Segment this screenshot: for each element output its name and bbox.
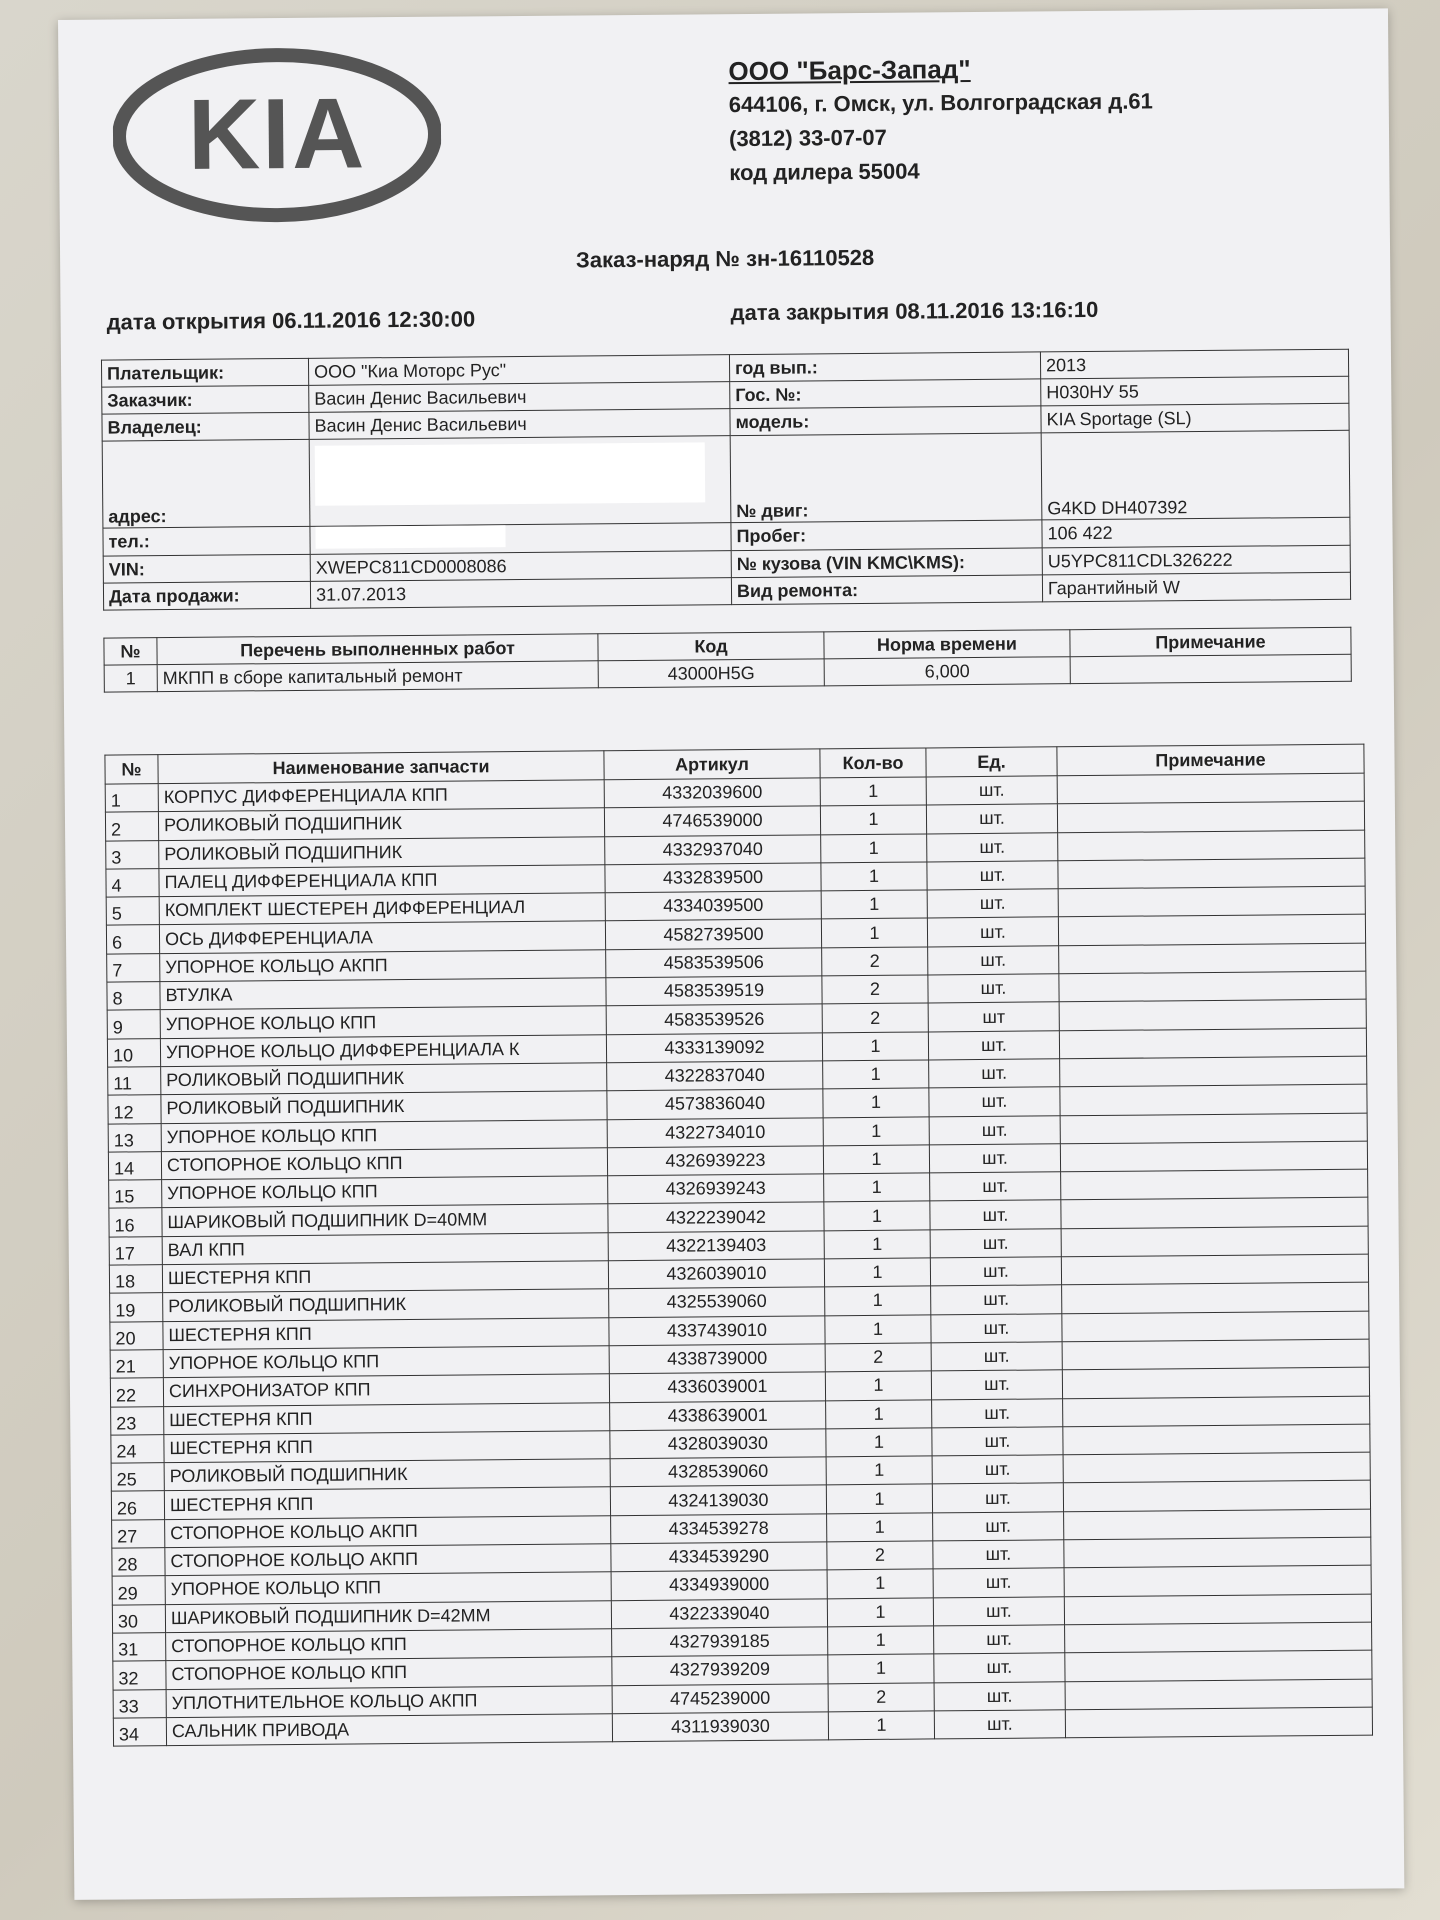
- parts-cell-num: 20: [110, 1321, 163, 1350]
- parts-cell-qty: 1: [825, 1315, 931, 1344]
- works-table: [103, 627, 1351, 693]
- parts-cell-qty: 1: [821, 890, 927, 919]
- parts-cell-unit: шт.: [932, 1455, 1063, 1484]
- parts-cell-nm: РОЛИКОВЫЙ ПОДШИПНИК: [161, 1063, 607, 1095]
- parts-cell-qty: 1: [821, 918, 927, 947]
- parts-cell-art: 4583539506: [606, 948, 822, 978]
- parts-cell-nm: СТОПОРНОЕ КОЛЬЦО КПП: [166, 1657, 612, 1689]
- plate-label: Гос. №:: [730, 379, 1041, 409]
- parts-cell-art: 4746539000: [604, 806, 820, 836]
- parts-cell-unit: шт: [928, 1002, 1059, 1031]
- parts-cell-note: [1058, 830, 1365, 861]
- parts-cell-note: [1061, 1169, 1368, 1200]
- parts-cell-num: 10: [107, 1038, 160, 1067]
- parts-cell-nm: РОЛИКОВЫЙ ПОДШИПНИК: [158, 808, 604, 840]
- parts-cell-nm: ПАЛЕЦ ДИФФЕРЕНЦИАЛА КПП: [159, 865, 605, 897]
- parts-cell-note: [1058, 858, 1365, 889]
- parts-cell-num: 25: [111, 1463, 164, 1492]
- kia-logo-icon: [112, 45, 442, 226]
- parts-cell-qty: 1: [823, 1088, 929, 1117]
- parts-cell-unit: шт.: [934, 1710, 1065, 1739]
- parts-cell-art: 4338739000: [609, 1344, 825, 1374]
- parts-cell-nm: КОМПЛЕКТ ШЕСТЕРЕН ДИФФЕРЕНЦИАЛ: [159, 893, 605, 925]
- parts-cell-art: 4327939185: [612, 1627, 828, 1657]
- parts-cell-num: 28: [112, 1548, 165, 1577]
- parts-cell-nm: СТОПОРНОЕ КОЛЬЦО АКПП: [165, 1544, 611, 1576]
- parts-cell-unit: шт.: [927, 832, 1058, 861]
- parts-cell-qty: 1: [828, 1626, 934, 1655]
- parts-cell-nm: ШЕСТЕРНЯ КПП: [162, 1261, 608, 1293]
- parts-cell-num: 14: [108, 1152, 161, 1181]
- parts-cell-nm: КОРПУС ДИФФЕРЕНЦИАЛА КПП: [158, 780, 604, 812]
- vin-label: VIN:: [103, 554, 310, 583]
- parts-cell-num: 15: [109, 1180, 162, 1209]
- owner-label: Владелец:: [102, 412, 309, 441]
- works-cell: 6,000: [824, 657, 1070, 686]
- works-cell: [1070, 654, 1351, 683]
- owner-value: Васин Денис Васильевич: [309, 409, 730, 440]
- plate-value: Н030НУ 55: [1041, 376, 1349, 406]
- parts-cell-unit: шт.: [927, 889, 1058, 918]
- parts-cell-note: [1065, 1707, 1372, 1738]
- parts-cell-qty: 1: [824, 1230, 930, 1259]
- parts-cell-qty: 1: [825, 1286, 931, 1315]
- parts-cell-num: 22: [110, 1378, 163, 1407]
- parts-cell-art: 4334539290: [611, 1542, 827, 1572]
- parts-cell-qty: 1: [826, 1428, 932, 1457]
- parts-cell-qty: 1: [821, 834, 927, 863]
- parts-cell-art: 4326939223: [607, 1146, 823, 1176]
- parts-cell-nm: ШЕСТЕРНЯ КПП: [164, 1487, 610, 1519]
- parts-cell-qty: 1: [823, 1117, 929, 1146]
- parts-cell-note: [1064, 1537, 1371, 1568]
- parts-cell-nm: УПОРНОЕ КОЛЬЦО КПП: [161, 1119, 607, 1151]
- parts-cell-qty: 1: [821, 862, 927, 891]
- parts-cell-num: 1: [105, 784, 158, 813]
- parts-cell-unit: шт.: [928, 946, 1059, 975]
- parts-cell-art: 4334539278: [611, 1514, 827, 1544]
- parts-cell-unit: шт.: [934, 1681, 1065, 1710]
- parts-cell-nm: СТОПОРНОЕ КОЛЬЦО КПП: [161, 1148, 607, 1180]
- parts-cell-qty: 1: [826, 1456, 932, 1485]
- parts-cell-qty: 1: [823, 1060, 929, 1089]
- parts-cell-note: [1058, 886, 1365, 917]
- parts-cell-num: 13: [108, 1123, 161, 1152]
- parts-cell-art: 4326039010: [608, 1259, 824, 1289]
- parts-cell-note: [1057, 773, 1364, 804]
- parts-header-cell: Кол-во: [820, 748, 926, 778]
- parts-cell-num: 3: [106, 840, 159, 869]
- parts-cell-unit: шт.: [932, 1483, 1063, 1512]
- year-label: год вып.:: [729, 352, 1040, 382]
- parts-header-cell: Наименование запчасти: [158, 751, 604, 784]
- parts-cell-nm: САЛЬНИК ПРИВОДА: [166, 1714, 612, 1746]
- parts-cell-num: 12: [108, 1095, 161, 1124]
- parts-cell-art: 4336039001: [609, 1372, 825, 1402]
- parts-cell-qty: 2: [827, 1541, 933, 1570]
- parts-cell-unit: шт.: [933, 1540, 1064, 1569]
- parts-cell-qty: 1: [824, 1258, 930, 1287]
- parts-cell-num: 6: [106, 925, 159, 954]
- vehicle-info-table: [101, 349, 1351, 611]
- parts-cell-note: [1063, 1481, 1370, 1512]
- parts-cell-num: 32: [113, 1661, 166, 1690]
- customer-value: Васин Денис Васильевич: [309, 382, 730, 413]
- parts-cell-nm: РОЛИКОВЫЙ ПОДШИПНИК: [164, 1459, 610, 1491]
- parts-cell-unit: шт.: [934, 1625, 1065, 1654]
- customer-label: Заказчик:: [102, 385, 309, 414]
- parts-cell-nm: УПОРНОЕ КОЛЬЦО КПП: [160, 1006, 606, 1038]
- parts-cell-note: [1064, 1594, 1371, 1625]
- parts-cell-nm: ШАРИКОВЫЙ ПОДШИПНИК D=40MM: [162, 1204, 608, 1236]
- parts-cell-note: [1059, 999, 1366, 1030]
- redacted-address: [315, 442, 706, 505]
- parts-cell-note: [1065, 1650, 1372, 1681]
- payer-label: Плательщик:: [101, 358, 308, 387]
- parts-cell-unit: шт.: [930, 1172, 1061, 1201]
- parts-cell-qty: 1: [827, 1569, 933, 1598]
- parts-cell-note: [1061, 1198, 1368, 1229]
- parts-cell-note: [1060, 1113, 1367, 1144]
- body-label: № кузова (VIN KMC\KMS):: [731, 548, 1042, 578]
- sale-date-value: 31.07.2013: [310, 578, 731, 609]
- parts-cell-num: 33: [113, 1689, 166, 1718]
- parts-cell-unit: шт.: [931, 1370, 1062, 1399]
- parts-cell-num: 21: [110, 1350, 163, 1379]
- order-title: Заказ-наряд № зн-16110528: [575, 244, 875, 273]
- parts-cell-num: 27: [112, 1519, 165, 1548]
- parts-cell-art: 4327939209: [612, 1655, 828, 1685]
- parts-cell-unit: шт.: [932, 1398, 1063, 1427]
- parts-cell-num: 5: [106, 897, 159, 926]
- parts-cell-num: 30: [112, 1604, 165, 1633]
- parts-table: [104, 744, 1373, 1747]
- parts-cell-art: 4324139030: [610, 1485, 826, 1515]
- vin-value: XWEPC811CD0008086: [310, 551, 731, 582]
- parts-cell-qty: 1: [826, 1399, 932, 1428]
- address-label: адрес:: [102, 439, 310, 528]
- parts-cell-note: [1060, 1084, 1367, 1115]
- parts-cell-art: 4573836040: [607, 1089, 823, 1119]
- parts-cell-nm: УПОРНОЕ КОЛЬЦО КПП: [162, 1176, 608, 1208]
- parts-cell-nm: ШЕСТЕРНЯ КПП: [164, 1431, 610, 1463]
- dealer-info: [728, 50, 1153, 190]
- mileage-value: 106 422: [1042, 517, 1350, 548]
- parts-cell-num: 2: [105, 812, 158, 841]
- parts-cell-unit: шт.: [927, 917, 1058, 946]
- parts-cell-qty: 1: [826, 1484, 932, 1513]
- parts-cell-qty: 1: [823, 1145, 929, 1174]
- parts-cell-nm: ШЕСТЕРНЯ КПП: [163, 1317, 609, 1349]
- parts-cell-art: 4322239042: [608, 1202, 824, 1232]
- parts-cell-unit: шт.: [928, 974, 1059, 1003]
- parts-cell-nm: СТОПОРНОЕ КОЛЬЦО АКПП: [165, 1515, 611, 1547]
- parts-cell-note: [1062, 1311, 1369, 1342]
- parts-cell-unit: шт.: [930, 1229, 1061, 1258]
- parts-cell-unit: шт.: [926, 776, 1057, 805]
- parts-cell-unit: шт.: [930, 1200, 1061, 1229]
- parts-cell-note: [1062, 1339, 1369, 1370]
- parts-cell-qty: 1: [820, 805, 926, 834]
- dealer-name: ООО "Барс-Запад": [728, 54, 971, 87]
- parts-cell-unit: шт.: [929, 1087, 1060, 1116]
- parts-cell-unit: шт.: [934, 1653, 1065, 1682]
- parts-cell-num: 8: [107, 982, 160, 1011]
- parts-cell-nm: ВАЛ КПП: [162, 1232, 608, 1264]
- parts-cell-qty: 2: [825, 1343, 931, 1372]
- mileage-label: Пробег:: [731, 520, 1042, 551]
- parts-cell-note: [1065, 1622, 1372, 1653]
- parts-cell-unit: шт.: [933, 1568, 1064, 1597]
- parts-cell-nm: УПОРНОЕ КОЛЬЦО АКПП: [160, 950, 606, 982]
- parts-cell-art: 4328039030: [610, 1429, 826, 1459]
- engine-value: G4KD DH407392: [1041, 430, 1350, 520]
- close-date: дата закрытия 08.11.2016 13:16:10: [730, 296, 1099, 326]
- parts-cell-note: [1063, 1452, 1370, 1483]
- parts-cell-note: [1058, 915, 1365, 946]
- phone-value: [310, 523, 731, 555]
- works-cell: 1: [104, 665, 157, 692]
- parts-cell-nm: УПОРНОЕ КОЛЬЦО ДИФФЕРЕНЦИАЛА К: [160, 1034, 606, 1066]
- parts-header-cell: Артикул: [604, 749, 820, 780]
- parts-cell-art: 4333139092: [606, 1033, 822, 1063]
- parts-cell-nm: СТОПОРНОЕ КОЛЬЦО КПП: [166, 1629, 612, 1661]
- parts-cell-num: 11: [108, 1067, 161, 1096]
- dealer-code: код дилера 55004: [729, 158, 920, 186]
- parts-cell-note: [1060, 1056, 1367, 1087]
- parts-cell-qty: 1: [822, 1032, 928, 1061]
- parts-cell-note: [1059, 943, 1366, 974]
- parts-cell-unit: шт.: [931, 1313, 1062, 1342]
- parts-cell-unit: шт.: [929, 1144, 1060, 1173]
- model-value: KIA Sportage (SL): [1041, 403, 1349, 433]
- parts-cell-qty: 1: [824, 1201, 930, 1230]
- model-label: модель:: [730, 406, 1041, 436]
- repair-type-label: Вид ремонта:: [731, 575, 1042, 605]
- parts-cell-unit: шт.: [930, 1257, 1061, 1286]
- parts-cell-art: 4326939243: [608, 1174, 824, 1204]
- parts-cell-art: 4337439010: [609, 1315, 825, 1345]
- works-cell: 43000H5G: [598, 659, 824, 688]
- parts-cell-qty: 1: [824, 1173, 930, 1202]
- parts-cell-note: [1064, 1565, 1371, 1596]
- parts-cell-num: 24: [111, 1434, 164, 1463]
- works-header-cell: Перечень выполненных работ: [157, 634, 598, 665]
- parts-cell-note: [1059, 971, 1366, 1002]
- repair-type-value: Гарантийный W: [1042, 572, 1350, 602]
- parts-cell-num: 29: [112, 1576, 165, 1605]
- parts-cell-note: [1063, 1424, 1370, 1455]
- parts-cell-art: 4322734010: [607, 1117, 823, 1147]
- parts-cell-num: 26: [111, 1491, 164, 1520]
- parts-header-cell: Примечание: [1057, 744, 1364, 776]
- parts-cell-qty: 2: [822, 1003, 928, 1032]
- work-order-sheet: [58, 8, 1404, 1900]
- parts-cell-qty: 1: [827, 1513, 933, 1542]
- parts-cell-art: 4583539526: [606, 1004, 822, 1034]
- works-header-cell: Код: [598, 632, 824, 661]
- parts-header-cell: №: [105, 755, 158, 784]
- works-header-cell: №: [104, 638, 157, 665]
- dealer-phone: (3812) 33-07-07: [728, 124, 887, 152]
- parts-cell-art: 4328539060: [610, 1457, 826, 1487]
- parts-cell-qty: 1: [828, 1711, 934, 1740]
- parts-cell-nm: УПЛОТНИТЕЛЬНОЕ КОЛЬЦО АКПП: [166, 1685, 612, 1717]
- parts-cell-note: [1060, 1141, 1367, 1172]
- parts-cell-num: 34: [113, 1717, 166, 1746]
- parts-cell-nm: ВТУЛКА: [160, 978, 606, 1010]
- parts-cell-note: [1065, 1679, 1372, 1710]
- engine-label: № двиг:: [730, 433, 1042, 523]
- parts-cell-note: [1059, 1028, 1366, 1059]
- parts-cell-qty: 1: [827, 1598, 933, 1627]
- parts-cell-qty: 1: [825, 1371, 931, 1400]
- parts-cell-num: 18: [109, 1265, 162, 1294]
- parts-cell-art: 4332937040: [605, 834, 821, 864]
- works-header-cell: Норма времени: [824, 630, 1070, 659]
- parts-cell-nm: ШАРИКОВЫЙ ПОДШИПНИК D=42MM: [165, 1600, 611, 1632]
- parts-cell-art: 4322837040: [607, 1061, 823, 1091]
- works-header-cell: Примечание: [1070, 627, 1351, 656]
- parts-cell-art: 4745239000: [612, 1683, 828, 1713]
- open-date: дата открытия 06.11.2016 12:30:00: [106, 306, 476, 335]
- parts-cell-unit: шт.: [933, 1512, 1064, 1541]
- parts-cell-num: 9: [107, 1010, 160, 1039]
- parts-cell-note: [1061, 1226, 1368, 1257]
- parts-cell-note: [1062, 1282, 1369, 1313]
- parts-cell-qty: 2: [822, 975, 928, 1004]
- works-cell: МКПП в сборе капитальный ремонт: [157, 661, 598, 692]
- parts-cell-qty: 1: [828, 1654, 934, 1683]
- parts-header-cell: Ед.: [926, 747, 1057, 777]
- parts-cell-note: [1064, 1509, 1371, 1540]
- parts-cell-unit: шт.: [931, 1285, 1062, 1314]
- parts-cell-nm: УПОРНОЕ КОЛЬЦО КПП: [163, 1346, 609, 1378]
- parts-cell-unit: шт.: [929, 1059, 1060, 1088]
- parts-cell-nm: РОЛИКОВЫЙ ПОДШИПНИК: [159, 836, 605, 868]
- parts-cell-note: [1061, 1254, 1368, 1285]
- parts-cell-note: [1057, 801, 1364, 832]
- sale-date-label: Дата продажи:: [103, 581, 310, 610]
- dealer-address: 644106, г. Омск, ул. Волгоградская д.61: [728, 88, 1153, 118]
- parts-cell-art: 4311939030: [612, 1712, 828, 1742]
- parts-cell-unit: шт.: [928, 1030, 1059, 1059]
- parts-cell-unit: шт.: [931, 1342, 1062, 1371]
- parts-cell-art: 4325539060: [609, 1287, 825, 1317]
- parts-cell-art: 4334039500: [605, 891, 821, 921]
- parts-cell-num: 19: [110, 1293, 163, 1322]
- parts-cell-art: 4322139403: [608, 1231, 824, 1261]
- parts-cell-qty: 2: [828, 1682, 934, 1711]
- parts-cell-note: [1063, 1396, 1370, 1427]
- parts-cell-nm: ШЕСТЕРНЯ КПП: [164, 1402, 610, 1434]
- parts-cell-art: 4322339040: [611, 1598, 827, 1628]
- parts-cell-art: 4582739500: [605, 919, 821, 949]
- parts-cell-num: 23: [111, 1406, 164, 1435]
- parts-cell-unit: шт.: [929, 1115, 1060, 1144]
- phone-label: тел.:: [103, 526, 310, 556]
- payer-value: ООО "Киа Моторс Рус": [308, 355, 729, 386]
- parts-cell-unit: шт.: [933, 1596, 1064, 1625]
- parts-cell-nm: ОСЬ ДИФФЕРЕНЦИАЛА: [159, 921, 605, 953]
- body-value: U5YPC811CDL326222: [1042, 545, 1350, 575]
- parts-cell-unit: шт.: [927, 861, 1058, 890]
- parts-cell-num: 16: [109, 1208, 162, 1237]
- parts-cell-note: [1062, 1367, 1369, 1398]
- parts-cell-num: 17: [109, 1236, 162, 1265]
- parts-cell-nm: СИНХРОНИЗАТОР КПП: [163, 1374, 609, 1406]
- parts-cell-nm: УПОРНОЕ КОЛЬЦО КПП: [165, 1572, 611, 1604]
- parts-cell-num: 7: [107, 953, 160, 982]
- year-value: 2013: [1040, 349, 1348, 379]
- parts-cell-qty: 2: [822, 947, 928, 976]
- parts-cell-nm: РОЛИКОВЫЙ ПОДШИПНИК: [161, 1091, 607, 1123]
- logo-text: KIA: [187, 77, 367, 191]
- parts-cell-nm: РОЛИКОВЫЙ ПОДШИПНИК: [163, 1289, 609, 1321]
- parts-cell-art: 4583539519: [606, 976, 822, 1006]
- parts-cell-num: 4: [106, 869, 159, 898]
- parts-cell-art: 4332839500: [605, 863, 821, 893]
- parts-cell-unit: шт.: [926, 804, 1057, 833]
- redacted-phone: [315, 525, 505, 549]
- parts-cell-art: 4338639001: [610, 1400, 826, 1430]
- parts-cell-qty: 1: [820, 777, 926, 806]
- parts-cell-art: 4334939000: [611, 1570, 827, 1600]
- parts-cell-num: 31: [113, 1633, 166, 1662]
- parts-cell-art: 4332039600: [604, 778, 820, 808]
- parts-cell-unit: шт.: [932, 1427, 1063, 1456]
- address-value: [309, 436, 731, 527]
